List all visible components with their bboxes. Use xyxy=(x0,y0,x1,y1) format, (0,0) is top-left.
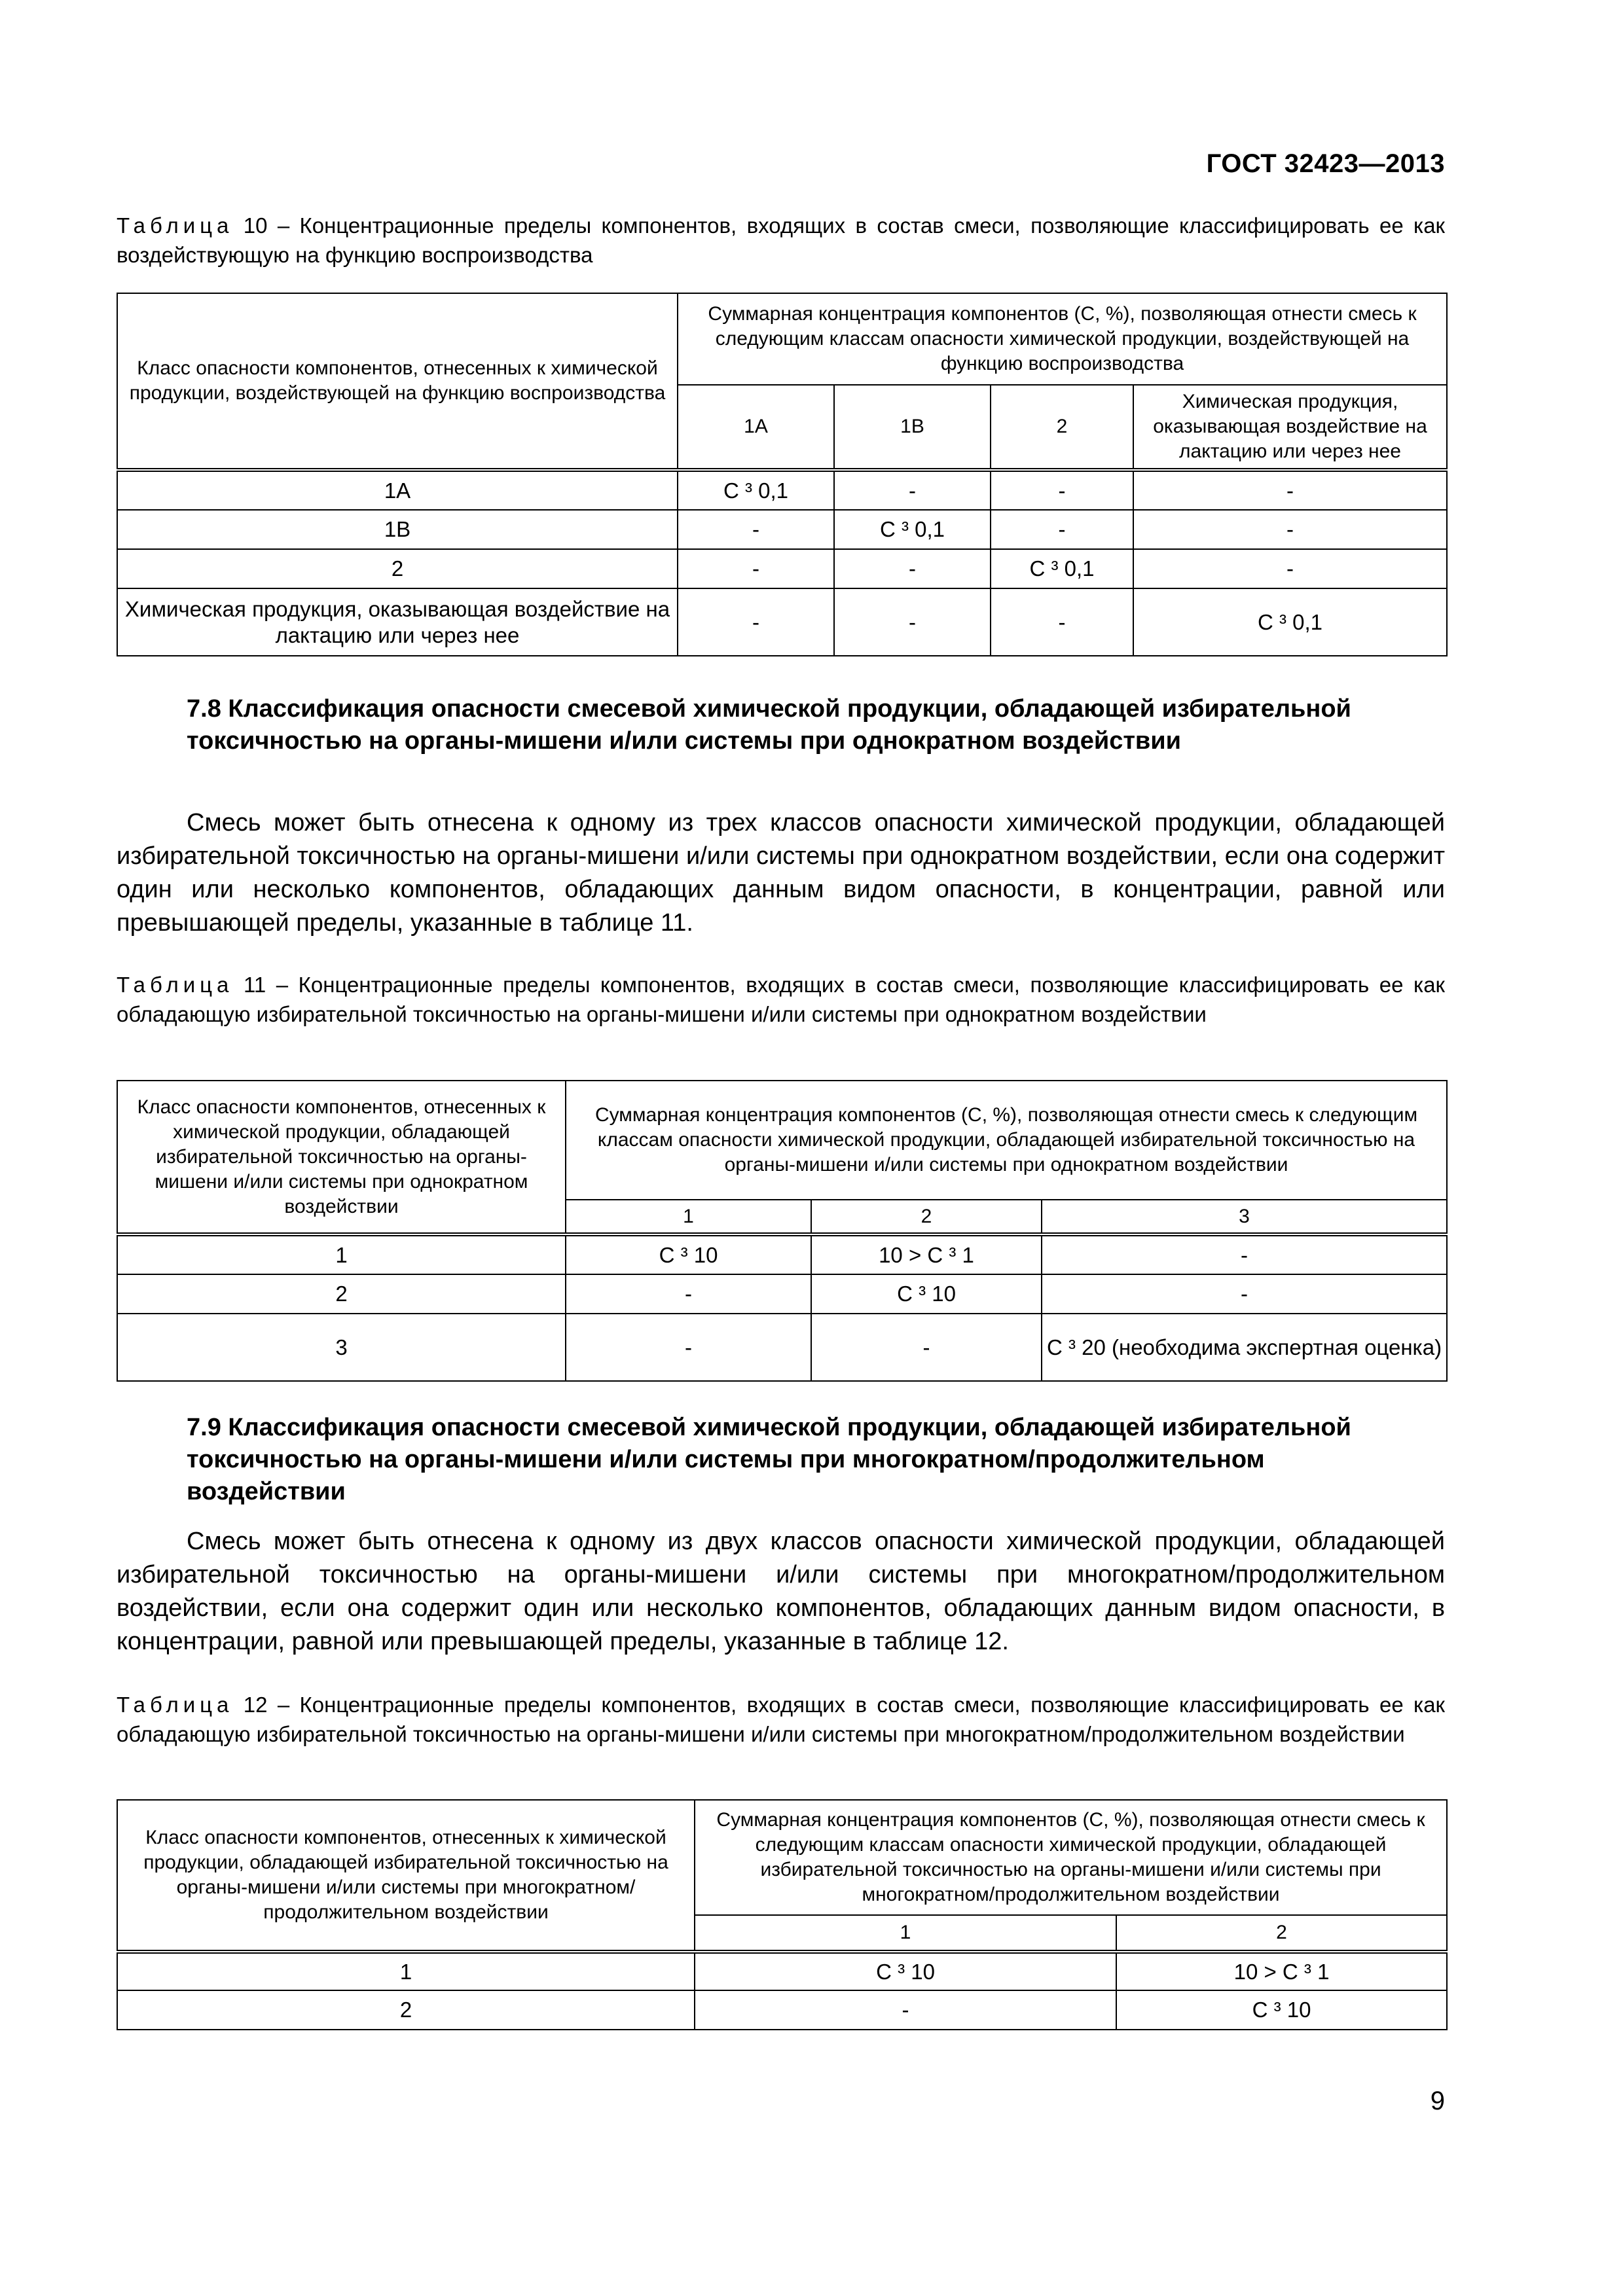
table-cell: 2 xyxy=(117,1990,695,2030)
table-cell: 3 xyxy=(117,1314,566,1381)
caption-text: 11 – Концентрационные пределы компонентов, входящих в состав смеси, позволяющие классифицировать ее как обладающую избирательной токсичностью на органы-мишени и/или системы при однократном воздействии xyxy=(117,973,1445,1026)
table-cell: - xyxy=(991,588,1133,656)
table-cell: - xyxy=(811,1314,1042,1381)
table-subheader-cell: 2 xyxy=(991,385,1133,470)
page-number: 9 xyxy=(1430,2087,1445,2115)
table-12 xyxy=(117,1799,1448,2030)
table-subheader-cell: 1А xyxy=(678,385,834,470)
table-cell: 1В xyxy=(117,510,678,549)
table-cell: 1А xyxy=(117,470,678,510)
table-row xyxy=(117,549,1447,588)
paragraph-text: Смесь может быть отнесена к одному из двух классов опасности химической продукции, обладающей избирательной токсичностью на органы-мишени и/или системы при многократном/продолжительном воздействии, если она содержит один или несколько компонентов, обладающих данным видом опасности, в концентрации, равной или превышающей пределы, указанные в таблице 12. xyxy=(117,1528,1445,1655)
caption-text: 12 – Концентрационные пределы компонентов, входящих в состав смеси, позволяющие классифицировать ее как обладающую избирательной токсичностью на органы-мишени и/или системы при многократном/продолжительном воздействии xyxy=(117,1693,1445,1746)
table-cell: - xyxy=(1042,1234,1447,1274)
table-subheader-cell: 1 xyxy=(566,1200,811,1234)
table-cell: - xyxy=(834,470,991,510)
table-row xyxy=(117,588,1447,656)
table-row xyxy=(117,470,1447,510)
table-subheader-cell: 2 xyxy=(1116,1915,1447,1952)
table-cell: - xyxy=(678,588,834,656)
table-cell: 10 > C ³ 1 xyxy=(1116,1952,1447,1990)
table-row xyxy=(117,1274,1447,1314)
table-subheader-cell: 3 xyxy=(1042,1200,1447,1234)
table-cell: С ³ 20 (необходима экспертная оценка) xyxy=(1042,1314,1447,1381)
table-cell: - xyxy=(566,1314,811,1381)
table-header-cell: Суммарная концентрация компонентов (С, %), позволяющая отнести смесь к следующим классам опасности химической продукции, обладающей избирательной токсичностью на органы-мишени и/или системы при многократном/продолжительном воздействии xyxy=(695,1800,1447,1915)
caption-text: 10 – Концентрационные пределы компонентов, входящих в состав смеси, позволяющие классифицировать ее как воздействующую на функцию воспроизводства xyxy=(117,213,1445,267)
table-cell: - xyxy=(1133,549,1447,588)
table-cell: C ³ 10 xyxy=(1116,1990,1447,2030)
table-cell: 2 xyxy=(117,1274,566,1314)
table-cell: - xyxy=(678,510,834,549)
table-cell: 10 > С ³ 1 xyxy=(811,1234,1042,1274)
table-cell: С ³ 0,1 xyxy=(834,510,991,549)
table-header-cell: Класс опасности компонентов, отнесенных к химической продукции, воздействующей на функцию воспроизводства xyxy=(117,293,678,470)
document-id: ГОСТ 32423—2013 xyxy=(1206,149,1445,178)
table-11-caption xyxy=(117,970,1445,1029)
caption-label: Таблица xyxy=(117,973,234,997)
table-cell: 2 xyxy=(117,549,678,588)
table-cell: 1 xyxy=(117,1234,566,1274)
table-12-caption xyxy=(117,1690,1445,1749)
table-cell: - xyxy=(834,588,991,656)
table-cell: С ³ 0,1 xyxy=(1133,588,1447,656)
paragraph-text: Смесь может быть отнесена к одному из трех классов опасности химической продукции, обладающей избирательной токсичностью на органы-мишени и/или системы при однократном воздействии, если она содержит один или несколько компонентов, обладающих данным видом опасности, в концентрации, равной или превышающей пределы, указанные в таблице 11. xyxy=(117,809,1445,937)
table-cell: 1 xyxy=(117,1952,695,1990)
table-row xyxy=(117,1990,1447,2030)
caption-label: Таблица xyxy=(117,1693,234,1717)
section-7-8-body xyxy=(117,806,1445,940)
table-10 xyxy=(117,293,1448,656)
table-cell: - xyxy=(991,510,1133,549)
table-header-cell: Класс опасности компонентов, отнесенных к химической продукции, обладающей избирательной токсичностью на органы-мишени и/или системы при однократном воздействии xyxy=(117,1081,566,1234)
table-cell: - xyxy=(1133,470,1447,510)
table-header-cell: Суммарная концентрация компонентов (С, %), позволяющая отнести смесь к следующим классам опасности химической продукции, воздействующей на функцию воспроизводства xyxy=(678,293,1447,385)
table-cell: С ³ 0,1 xyxy=(678,470,834,510)
caption-label: Таблица xyxy=(117,213,234,238)
table-10-caption xyxy=(117,211,1445,270)
table-cell: С ³ 0,1 xyxy=(991,549,1133,588)
table-row xyxy=(117,1952,1447,1990)
table-cell: Химическая продукция, оказывающая воздействие на лактацию или через нее xyxy=(117,588,678,656)
section-7-9-body xyxy=(117,1525,1445,1659)
table-subheader-cell: 1 xyxy=(695,1915,1116,1952)
table-cell: - xyxy=(566,1274,811,1314)
table-header-cell: Суммарная концентрация компонентов (С, %), позволяющая отнести смесь к следующим классам опасности химической продукции, обладающей избирательной токсичностью на органы-мишени и/или системы при однократном воздействии xyxy=(566,1081,1447,1200)
table-cell: - xyxy=(1042,1274,1447,1314)
table-subheader-cell: Химическая продукция, оказывающая воздействие на лактацию или через нее xyxy=(1133,385,1447,470)
table-cell: - xyxy=(678,549,834,588)
table-cell: - xyxy=(1133,510,1447,549)
table-cell: С ³ 10 xyxy=(566,1234,811,1274)
table-row xyxy=(117,1314,1447,1381)
table-cell: С ³ 10 xyxy=(811,1274,1042,1314)
table-row xyxy=(117,510,1447,549)
table-cell: - xyxy=(834,549,991,588)
table-cell: - xyxy=(695,1990,1116,2030)
table-subheader-cell: 1В xyxy=(834,385,991,470)
table-row xyxy=(117,1234,1447,1274)
table-header-cell: Класс опасности компонентов, отнесенных к химической продукции, обладающей избирательной токсичностью на органы-мишени и/или системы при многократном/продолжительном воздействии xyxy=(117,1800,695,1952)
table-cell: C ³ 10 xyxy=(695,1952,1116,1990)
table-subheader-cell: 2 xyxy=(811,1200,1042,1234)
table-cell: - xyxy=(991,470,1133,510)
section-7-9-title: 7.9 Классификация опасности смесевой химической продукции, обладающей избирательной токсичностью на органы-мишени и/или системы при многократном/продолжительном воздействии xyxy=(187,1414,1351,1505)
section-7-8-title: 7.8 Классификация опасности смесевой химической продукции, обладающей избирательной токсичностью на органы-мишени и/или системы при однократном воздействии xyxy=(187,695,1351,755)
table-11 xyxy=(117,1080,1448,1382)
